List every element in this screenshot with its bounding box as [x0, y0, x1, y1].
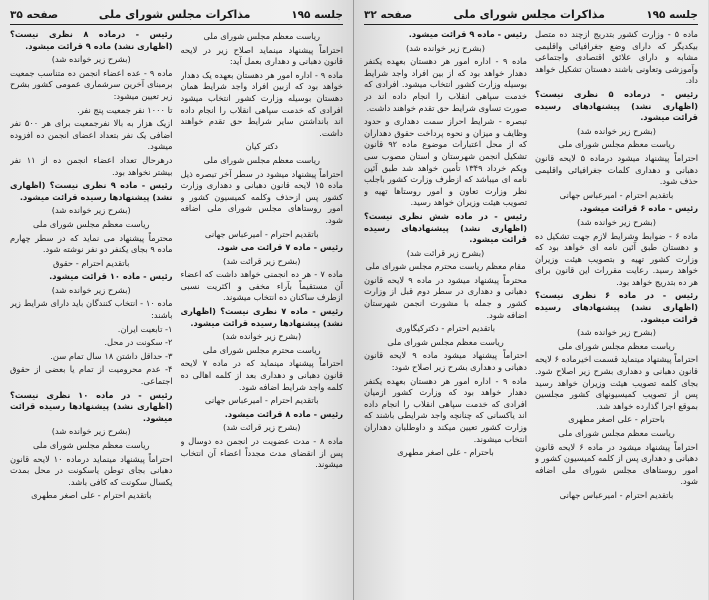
paragraph: ۴- عدم محرومیت از تمام یا بعضی از حقوق اجتماعی.: [10, 364, 173, 387]
left-page-title: مذاکرات مجلس شورای ملی: [98, 8, 251, 21]
centered-line: مقام معظم ریاست محترم مجلس شورای ملی: [365, 261, 526, 272]
centered-line: ریاست محترم مجلس شورای ملی: [202, 344, 321, 355]
speaker-line: رئیس - در ماده ۶ نظری نیست؟ (اظهاری نشد) پیشنهادهای رسیده قرائت میشود.: [535, 290, 698, 324]
paragraph: احتراماً پیشنهاد میشود ماده ۹ لایحه قانون دهبانی و دهداری بشرح زیر اصلاح شود:: [364, 350, 527, 373]
paragraph: ازیک هزار به بالا نفرجمعیت برای هر ۵۰۰ نفر اضافی یک نفر بتعداد اعضای انجمن ده افزوده میشود.: [10, 118, 173, 152]
right-page-columns: [364, 29, 698, 589]
centered-line: (بشرح زیر خوانده شد): [51, 426, 131, 437]
paragraph: محترماً پیشنهاد میشود در ماده ۹ لایحه قانون دهبانی و دهداری در سطر دوم قبل از وزارت کشور و جمله با مشورت انجمن شهرستان اضافه شود.: [364, 274, 527, 320]
centered-line: باتقدیم احترام - امیرعباس جهانی: [204, 228, 319, 239]
left-page-header: [10, 8, 343, 25]
centered-line: ریاست معظم مجلس شورای ملی: [558, 340, 675, 351]
centered-line: ریاست معظم مجلس شورای ملی: [387, 336, 504, 347]
right-page-number: صفحه ۳۲: [364, 8, 413, 21]
speaker-line: رئیس - ماده ۹ قرائت میشود.: [408, 29, 527, 39]
paragraph: ماده ۷ - هر ده انجمنی خواهد داشت که اعضاء آن مستقیماً بآراء مخفی و اکثریت نسبی ازطرف ساکنان ده انتخاب میشوند.: [180, 269, 343, 303]
centered-line: ریاست معظم مجلس شورای ملی: [203, 31, 321, 41]
paragraph: محترماً پیشنهاد می نماید که در سطر چهارم ماده ۹ بجای یکنفر دو نفر نوشته شود.: [10, 232, 173, 255]
centered-line: باتقدیم احترام - امیرعباس جهانی: [559, 489, 674, 500]
left-page-session: جلسه ۱۹۵: [291, 8, 343, 21]
right-page-title: مذاکرات مجلس شورای ملی: [453, 8, 605, 21]
centered-line: (بشرح زیر قرائت شد): [406, 247, 485, 258]
centered-line: باتقدیم احترام - امیرعباس جهانی: [204, 395, 319, 406]
centered-line: ریاست معظم مجلس شورای ملی: [32, 440, 150, 450]
speaker-line: رئیس - درماده ۸ نظری نیست؟ (اظهاری نشد) ماده ۹ قرائت میشود.: [10, 29, 173, 51]
centered-line: (بشرح زیر خوانده شد): [577, 327, 656, 338]
speaker-line: رئیس - ماده ۷ قرائت می شود.: [217, 242, 343, 253]
centered-line: (بشرح زیر خوانده شد): [577, 216, 656, 227]
right-page-session: جلسه ۱۹۵: [646, 8, 698, 21]
paragraph: احتراماً پیشنهاد مینماید اصلاح زیر در لایحه قانون دهبانی و دهداری بعمل آید:: [180, 44, 343, 67]
paragraph: ماده ۸ - مدت عضویت در انجمن ده دوسال و پس از انقضای مدت مجدداً اعضاء آن انتخاب میشوند.: [180, 436, 343, 470]
right-page-right-column: [535, 29, 698, 589]
centered-line: (بشرح زیر قرائت شد): [222, 422, 301, 433]
centered-line: ریاست معظم مجلس شورای ملی: [32, 218, 150, 229]
centered-line: (بشرح زیر خوانده شد): [222, 331, 302, 342]
paragraph: احتراماً پیشنهاد مینماید که در ماده ۷ لایحه قانون دهبانی و دهداری بعد از کلمه اهالی ده کلمه واجد شرایط اضافه شود.: [180, 358, 343, 392]
paragraph: احتراماً پیشنهاد مینماید درماده ۱۰ لایحه قانون دهبانی بجای توطن یاسکونت در محل بمدت یکسال سکونت که کافی باشد.: [10, 453, 173, 487]
speaker-line: رئیس - ماده ۶ قرائت میشود.: [579, 203, 698, 214]
paragraph: احتراماً پیشنهاد میشود در ماده ۶ لایحه قانون دهبانی و دهداری پس از کلمه کمیسیون کشور و امور روستاهای مجلس شورای ملی اضافه شود.: [535, 441, 698, 487]
centered-line: (بشرح زیر قرائت شد): [222, 255, 301, 266]
paragraph: ماده ۱۰ - انتخاب کنندگان باید دارای شرایط زیر باشند:: [10, 298, 173, 321]
centered-line: (بشرح زیر خوانده شد): [51, 205, 131, 216]
centered-line: (بشرح زیر خوانده شد): [406, 42, 485, 53]
centered-line: ریاست معظم مجلس شورای ملی: [558, 428, 675, 438]
right-page-left-column: [364, 29, 527, 589]
paragraph: ماده ۵ - وزارت کشور بتدریج ازچند ده متصل بیکدیگر که دارای وضع جغرافیائی واقلیمی مشابه و دارای علائق اقتصادی واجتماعی وآموزشی وتعاونی باشند دهستان تشکیل خواهد داد.: [535, 29, 698, 86]
centered-line: باحترام - علی اصغر مطهری: [397, 447, 494, 458]
left-page-columns: [10, 29, 343, 589]
paragraph: ۱- تابعیت ایران.: [117, 323, 173, 334]
centered-line: ریاست معظم مجلس شورای ملی: [558, 139, 675, 150]
paragraph: درهرحال تعداد اعضاء انجمن ده از ۱۱ نفر بیشتر نخواهد بود.: [10, 154, 173, 177]
centered-line: باتقدیم احترام - علی اصغر مطهری: [31, 490, 152, 501]
left-page-left-column: [10, 29, 173, 589]
paragraph: احتراماً پیشنهاد مینماید قسمت اخیرماده ۶ لایحه قانون دهبانی و دهداری بشرح زیر اصلاح شود. بجای کلمه تصویب هیئت وزیران خواهد رسید پس از تصویب کمیسیونهای کشور مجلسین بموقع اجرا گذارده خواهد شد.: [535, 354, 698, 411]
right-page-header: [364, 8, 698, 25]
speaker-line: رئیس - در ماده شش نظری نیست؟ (اظهاری نشد) پیشنهادهای رسیده قرائت میشود.: [364, 210, 527, 245]
centered-line: باحترام - علی اصغر مطهری: [568, 414, 665, 425]
paragraph: ۳- حداقل داشتن ۱۸ سال تمام سن.: [50, 350, 173, 361]
speaker-line: رئیس - ماده ۷ نظری نیست؟ (اظهاری نشد) پیشنهادها رسیده قرائت میشود.: [180, 306, 343, 328]
paragraph: ماده ۹ - عده اعضاء انجمن ده متناسب جمعیت برمبنای آخرین سرشماری عمومی کشور بشرح زیر تعیین میشود:: [10, 67, 173, 101]
centered-line: (بشرح زیر خوانده شد): [577, 125, 656, 136]
paragraph: تا ۱۰۰۰ نفر جمعیت پنج نفر.: [77, 104, 173, 115]
centered-line: (بشرح زیر خوانده شد): [51, 54, 131, 65]
centered-line: دکتر کیان: [245, 141, 278, 152]
speaker-line: رئیس - ماده ۹ نظری نیست؟ (اظهاری نشد) پیشنهادها رسیده قرائت میشود.: [10, 180, 173, 202]
speaker-line: رئیس - ماده ۸ قرائت میشود.: [224, 408, 343, 419]
centered-line: باتقدیم احترام - دکترکیگاوری: [395, 323, 496, 334]
paragraph: ۲- سکونت در محل.: [104, 337, 173, 348]
paragraph: احتراماً پیشنهاد میشود در سطر آخر تبصره ذیل ماده ۱۵ لایحه قانون دهبانی و دهداری وزارت کشور پس ازحذف وکلمه کمیسیون کشور و امور روستاهای مجلس شورای ملی اضافه شود.: [180, 168, 343, 225]
paragraph: تبصره - شرایط احراز سمت دهداری و حدود وظایف و میزان و نحوه پرداخت حقوق دهداران که از محل اعتبارات موضوع ماده ۹۲ قانون تشکیل انجمن شهرستان و استان مصوب سی ویکم خرداد ۱۳۴۹ تأمین خواهد شد طبق آئین نامه ای میباشد که ازطرف وزارت کشور باجلب نظر وزارت تعاون و امور روستاها تهیه و تصویب هیئت وزیران خواهد رسید.: [364, 116, 527, 208]
paragraph: ماده ۹ - اداره امور هر دهستان بعهده یکنفر دهدار خواهد بود که از بین افراد واجد شرایط بوسیله وزارت کشور انتخاب میشود. افرادی که خدمت سپاهی انقلاب را انجام داده اند در صورت تساوی شرایط حق تقدم خواهند داشت.: [364, 56, 527, 113]
paragraph: ماده ۹ - اداره امور هر دهستان بعهده یک دهدار خواهد بود که ازبین افراد واجد شرایط همان دهستان بوسیله وزارت کشور انتخاب میشود افرادی که خدمت سپاهی انقلاب را انجام داده اند بانداشتن سایر شرایط حق تقدم خواهند داشت.: [180, 69, 343, 138]
speaker-line: رئیس - در ماده ۱۰ نظری نیست؟ (اظهاری نشد) پیشنهادها رسیده قرائت میشود.: [10, 389, 173, 423]
centered-line: باتقدیم احترام - امیرعباس جهانی: [559, 189, 674, 200]
speaker-line: رئیس - ماده ۱۰ قرائت میشود.: [49, 271, 173, 282]
centered-line: (بشرح زیر خوانده شد): [51, 284, 131, 295]
left-page-right-column: [181, 29, 344, 589]
left-page: [0, 0, 354, 600]
right-page: [354, 0, 708, 600]
paragraph: احتراماً پیشنهاد میشود درماده ۵ لایحه قانون دهبانی و دهداری کلمات جغرافیائی واقلیمی حذف شود.: [535, 152, 698, 187]
left-page-number: صفحه ۳۵: [10, 8, 59, 21]
paragraph: ماده ۶ - ضوابط وشرایط لازم جهت تشکیل ده و دهستان طبق آئین نامه ای خواهد بود که وزارت کشور تهیه و بتصویب هیئت وزیران خواهد رسید. رعایت مقررات این قانون برای هر ده بتدریج خواهد بود.: [535, 230, 698, 287]
centered-line: ریاست معظم مجلس شورای ملی: [203, 154, 321, 165]
speaker-line: رئیس - درماده ۵ نظری نیست؟ (اظهاری نشد) پیشنهادهای رسیده قرائت میشود.: [535, 88, 698, 123]
paragraph: ماده ۹ - اداره امور هر دهستان بعهده یکنفر دهدار خواهد بود که وزارت کشور ازمیان افرادی که خدمت سپاهی انقلاب را انجام داده اند یاکسانی که چنانچه واجد شرایطی باشند که وزارت کشور تعیین میکند و داوطلبان دهداران انتخاب میشوند.: [364, 375, 527, 444]
centered-line: باتقدیم احترام - حقوق: [53, 257, 130, 268]
